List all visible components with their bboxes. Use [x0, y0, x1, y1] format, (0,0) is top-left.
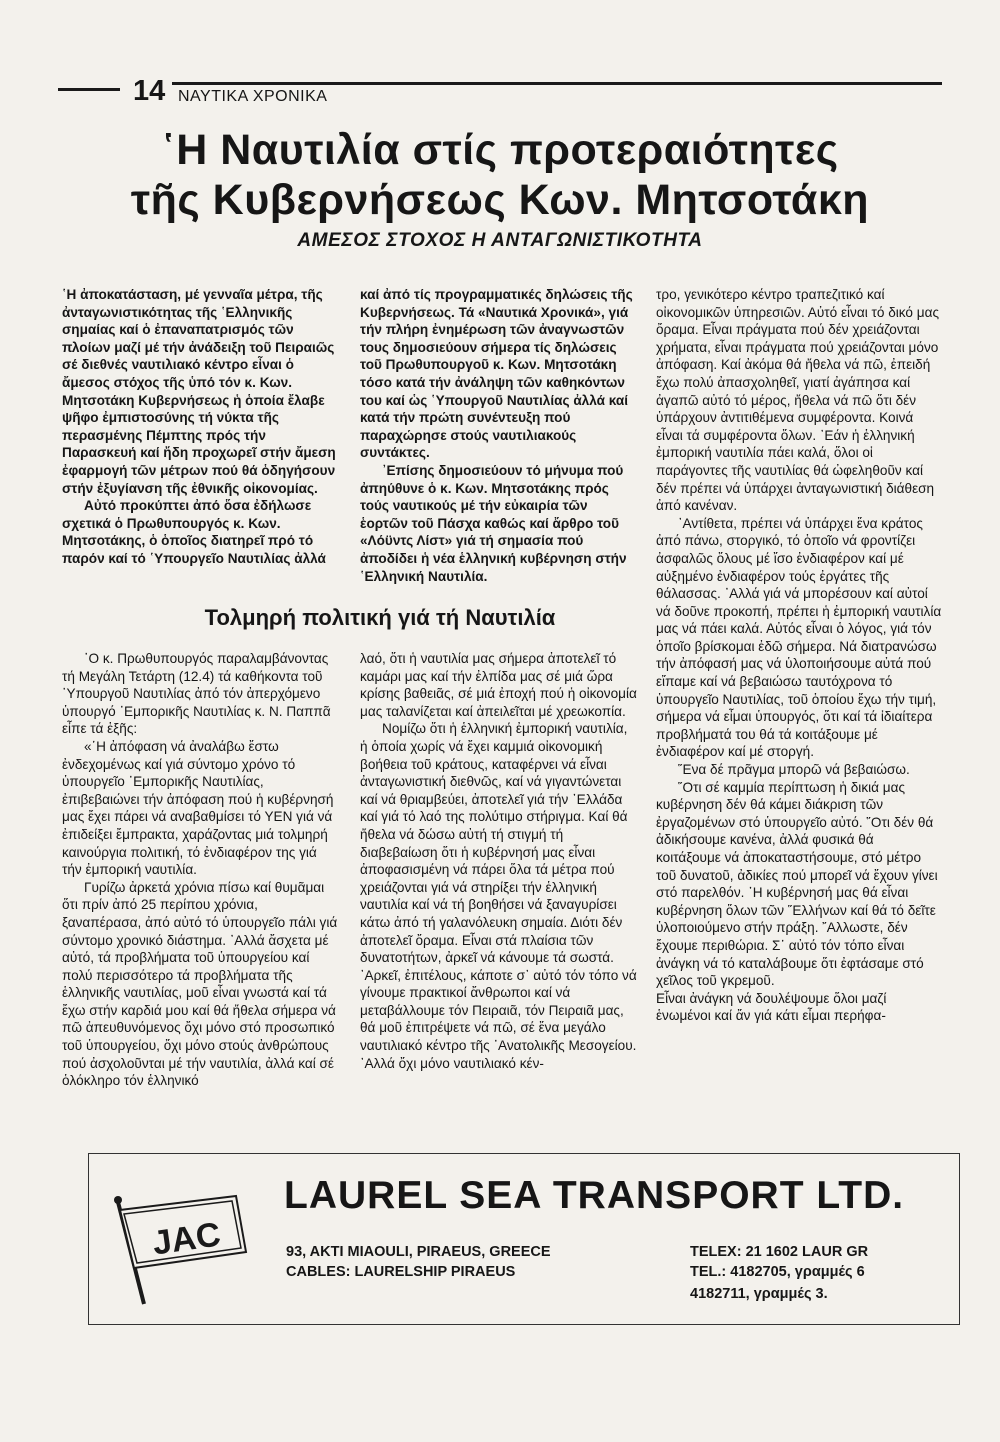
body-paragraph: τρο, γενικότερο κέντρο τραπεζιτικό καί οἰκονομικῶν ὑπηρεσιῶν. Αὐτό εἶναι τό δικό μας ὄραμα. Εἶναι πράγματα πού δέν χρειάζονται χρήματα, εἶναι πράγματα πού χρειάζονται μόνο ἀπόφαση. Καί ἀκόμα θά ἤθελα νά πῶ, ἐπειδή ἔχω πολύ ἀπασχοληθεῖ, γιατί ἀγάπησα καί ἀγαπῶ αὐτό τό μέρος, ἤθελα νά πῶ ὅτι δέν ὑπάρχουν ἀντιτιθέμενα συμφέροντα. Κοινά εἶναι τά συμφέροντα ὅλων. ᾿Εάν ἡ ἑλληνική ἐμπορική ναυτιλία πάει καλά, ὅλοι οἱ παράγοντες τῆς ναυτιλίας θά ὠφεληθοῦν καί δέν πρέπει νά ὑπάρχει ἀνταγωνιστική διάθεση ἀπό κανέναν. [656, 287, 939, 514]
company-name: LAUREL SEA TRANSPORT LTD. [284, 1174, 905, 1217]
company-address: 93, AKTI MIAOULI, PIRAEUS, GREECE [286, 1244, 551, 1260]
lead-column-2 [360, 286, 638, 585]
body-paragraph: Γυρίζω ἀρκετά χρόνια πίσω καί θυμᾶμαι ὅτι πρίν ἀπό 25 περίπου χρόνια, ξαναπέρασα, ἀπό αὐτό τό ὑπουργεῖο πάλι γιά σύντομο χρονικό διάστημα. ᾿Αλλά ἄσχετα μέ αὐτό, τά προβλήματα τοῦ ὑπουργείου καί πολύ περισσότερο τά προβλήματα τῆς ἑλληνικῆς ναυτιλίας, μοῦ εἶναι γνωστά καί τά ἔχω στήν καρδιά μου καί θά ἤθελα σήμερα νά πῶ ἀπευθυνόμενος ὄχι μόνο στό προσωπικό τοῦ ὑπουργείου, ὄχι μόνο στούς ἀνθρώπους πού ἀσχολοῦνται μέ τήν ναυτιλία, ἀλλά καί σέ ὁλόκληρο τόν ἑλληνικό [62, 879, 338, 1089]
body-paragraph: «῾Η ἀπόφαση νά ἀναλάβω ἔστω ἐνδεχομένως καί γιά σύντομο χρόνο τό ὑπουργεῖο ᾿Εμπορικῆς Ναυτιλίας, ἐπιβεβαιώνει τήν ἀπόφαση πού ἡ κυβέρνησή μας ἔχει πάρει νά αναβαθμίσει τό ΥΕΝ γιά νά ἐπιδείξει ἔμπρακτα, χαράζοντας μιά τολμηρή καινούργια πολιτική, τό ἐνδιαφέρον της γιά τήν ἐμπορική ναυτιλία. [62, 738, 334, 878]
subheading: ΑΜΕΣΟΣ ΣΤΟΧΟΣ Η ΑΝΤΑΓΩΝΙΣΤΙΚΟΤΗΤΑ [297, 230, 703, 251]
lead-paragraph: ῾Η ἀποκατάσταση, μέ γενναῖα μέτρα, τῆς ἀνταγωνιστικότητας τῆς ῾Ελληνικῆς σημαίας καί ὁ ἐπαναπατρισμός τῶν πλοίων μαζί μέ τήν ἀνάδειξη τοῦ Πειραιῶς σέ διεθνές ναυτιλιακό κέντρο εἶναι ὁ ἄμεσος στόχος τῆς ὑπό τόν κ. Κων. Μητσοτάκη Κυβερνήσεως ἡ ὁποία ἔλαβε ψῆφο ἐμπιστοσύνης τή νύκτα τῆς περασμένης Πέμπτης πρός τήν Παρασκευή καί ἤδη προχωρεῖ στήν ἄμεση ἐφαρμογή τῶν μέτρων πού θά ὁδηγήσουν στήν ἐξυγίανση τῆς ἐθνικῆς οἰκονομίας. [62, 287, 336, 496]
company-telex: TELEX: 21 1602 LAUR GR [690, 1244, 869, 1260]
company-cables: CABLES: LAURELSHIP PIRAEUS [286, 1264, 516, 1280]
header-rule-left [58, 88, 120, 91]
headline-line-2: τῆς Κυβερνήσεως Κων. Μητσοτάκη [130, 176, 870, 224]
publication-name: ΝΑΥΤΙΚΑ ΧΡΟΝΙΚΑ [178, 88, 328, 105]
flag-logo-icon [96, 1180, 266, 1310]
body-paragraph: Νομίζω ὅτι ἡ ἑλληνική ἐμπορική ναυτιλία, ἡ ὁποία χωρίς νά ἔχει καμμιά οἰκονομική βοήθεια τοῦ κράτους, καταφέρνει νά εἶναι ἀνταγωνιστική διεθνῶς, καί νά γιγαντώνεται καί νά θριαμβεύει, ἀποτελεῖ γιά τήν ᾿Ελλάδα καί γιά τό λαό της πολύτιμο στήριγμα. Καί θά ἤθελα νά δώσω αὐτή τή στιγμή τή διαβεβαίωση ὅτι ἡ κυβέρνησή μας εἶναι ἀποφασισμένη νά πάρει ὅλα τά μέτρα πού χρειάζονται γιά νά στηρίξει τήν ἑλληνική ναυτιλία καί νά τή βοηθήσει νά ξαναγυρίσει κάτω ἀπό τή γαλανόλευκη σημαία. Διότι δέν ἀποτελεῖ ὄραμα. Εἶναι στά πλαίσια τῶν δυνατοτήτων, ἀρκεῖ νά κάνουμε τά σωστά. ᾿Αρκεῖ, ἐπιτέλους, κάποτε σ᾿ αὐτό τόν τόπο νά γίνουμε πρακτικοί ἄνθρωποι καί νά μεταβάλλουμε τόν Πειραιᾶ, τόν Πειραιᾶ μας, θά μοῦ ἐπιτρέψετε νά πῶ, σέ ἕνα μεγάλο ναυτιλιακό κέντρο τῆς ᾿Ανατολικῆς Μεσογείου. ᾿Αλλά ὄχι μόνο ναυτιλιακό κέν- [360, 721, 637, 1071]
section-title: Τολμηρή πολιτική γιά τή Ναυτιλία [204, 605, 556, 630]
lead-paragraph: καί ἀπό τίς προγραμματικές δηλώσεις τῆς Κυβερνήσεως. Τά «Ναυτικά Χρονικά», γιά τήν πλήρη ἐνημέρωση τῶν ἀναγνωστῶν τους δημοσιεύουν σήμερα τίς δηλώσεις τοῦ Πρωθυπουργοῦ κ. Κων. Μητσοτάκη τόσο κατά τήν ἀνάληψη τῶν καθηκόντων του καί ὡς ῾Υπουργοῦ Ναυτιλίας ἀλλά καί κατά τήν πρώτη συνέντευξη πού παραχώρησε στούς ναυτιλιακούς συντάκτες. [360, 287, 633, 461]
body-paragraph: ῞Ενα δέ πρᾶγμα μπορῶ νά βεβαιώσω. [678, 762, 910, 778]
page-number: 14 [133, 75, 166, 107]
body-paragraph: Εἶναι ἀνάγκη νά δουλέψουμε ὅλοι μαζί ἑνωμένοι καί ἄν γιά κάτι εἶμαι περήφα- [656, 990, 887, 1024]
lead-paragraph: Αὐτό προκύπτει ἀπό ὅσα ἐδήλωσε σχετικά ὁ Πρωθυπουργός κ. Κων. Μητσοτάκης, ὁ ὁποῖος διατηρεῖ πρό τό παρόν καί τό ῾Υπουργεῖο Ναυτιλίας ἀλλά [62, 498, 326, 566]
headline-line-1: ῾Η Ναυτιλία στίς προτεραιότητες [161, 126, 839, 174]
body-paragraph: ῞Οτι σέ καμμία περίπτωση ἡ δικιά μας κυβέρνηση δέν θά κάμει διάκριση τῶν ἐργαζομένων στό ὑπουργεῖο αὐτό. ῞Οτι δέν θά ἀδικήσουμε κανένα, ἀλλά φυσικά θά κοιτάξουμε νά ἀποκαταστήσουμε, στό μέτρο τοῦ δυνατοῦ, ἀδικίες πού μπορεῖ νά ἔχουν γίνει στό παρελθόν. ῾Η κυβέρνησή μας θά εἶναι κυβέρνηση ὅλων τῶν ῞Ελλήνων καί θά τό δεῖτε ὑλοποιούμενο στήν πράξη. ῎Αλλωστε, δέν ἔχουμε περιθώρια. Σ᾿ αὐτό τόν τόπο εἶναι ἀνάγκη νά τό καταλάβουμε ὅτι ἐφτάσαμε στό χεῖλος τοῦ γκρεμοῦ. [656, 779, 938, 989]
body-column-3 [656, 286, 942, 1025]
body-paragraph: ῾Ο κ. Πρωθυπουργός παραλαμβάνοντας τή Μεγάλη Τετάρτη (12.4) τά καθήκοντα τοῦ ῾Υπουργοῦ Ναυτιλίας ἀπό τόν ἀπερχόμενο ὑπουργό ᾿Εμπορικῆς Ναυτιλίας κ. Ν. Παππᾶ εἶπε τά ἑξῆς: [62, 651, 331, 737]
body-paragraph: ᾿Αντίθετα, πρέπει νά ὑπάρχει ἕνα κράτος ἀπό πάνω, στοργικό, τό ὁποῖο νά φροντίζει ἀσφαλῶς ὅλους μέ ἴσο ἐνδιαφέρον καί μέ αὐξημένο ἐνδιαφέρον τούς ἐργάτες τῆς θάλασσας. ᾿Αλλά γιά νά μπορέσουν καί αὐτοί νά δοῦνε προκοπή, πρέπει ἡ ἐμπορική ναυτιλία μας νά πάει καλά. Αὐτός εἶναι ὁ λόγος, γιά τόν ὁποῖο βρίσκομαι ἐδῶ σήμερα. Νά διατρανώσω τήν ἀπόφασή μας νά ὑλοποιήσουμε αὐτά πού εἴπαμε καί νά βεβαιώσω ταυτόχρονα τό ὑπουργεῖο Ναυτιλίας, τοῦ ὁποίου ἔχω τήν τιμή, σήμερα νά εἶμαι ὑπουργός, ὅτι καί τά ἰδιαίτερα προβλήματά του θά τά κοιτάξουμε μέ ἐνδιαφέρον καί μέ στοργή. [656, 515, 942, 760]
body-column-1 [62, 650, 340, 1090]
body-paragraph: λαό, ὅτι ἡ ναυτιλία μας σήμερα ἀποτελεῖ τό καμάρι μας καί τήν ἐλπίδα μας σέ μιά ὥρα κρίσης βαθειᾶς, σέ μιά ἐποχή πού ἡ οἰκονομία μας ταλανίζεται καί ἀπειλεῖται μέ χρεωκοπία. [360, 651, 637, 719]
body-column-2 [360, 650, 638, 1072]
header-rule-right [172, 82, 942, 85]
logo-text: JAC [150, 1215, 223, 1263]
company-tel-1: TEL.: 4182705, γραμμές 6 [690, 1264, 865, 1280]
lead-paragraph: ᾿Επίσης δημοσιεύουν τό μήνυμα πού ἀπηύθυνε ὁ κ. Κων. Μητσοτάκης πρός τούς ναυτικούς μέ τήν εὐκαιρία τῶν ἑορτῶν τοῦ Πάσχα καθώς καί ἄρθρο τοῦ «Λόϋντς Λίστ» γιά τή σημασία πού ἀποδίδει ἡ νέα ἑλληνική κυβέρνηση στήν ῾Ελληνική Ναυτιλία. [360, 462, 627, 584]
company-tel-2: 4182711, γραμμές 3. [690, 1286, 828, 1302]
lead-column-1 [62, 286, 340, 568]
